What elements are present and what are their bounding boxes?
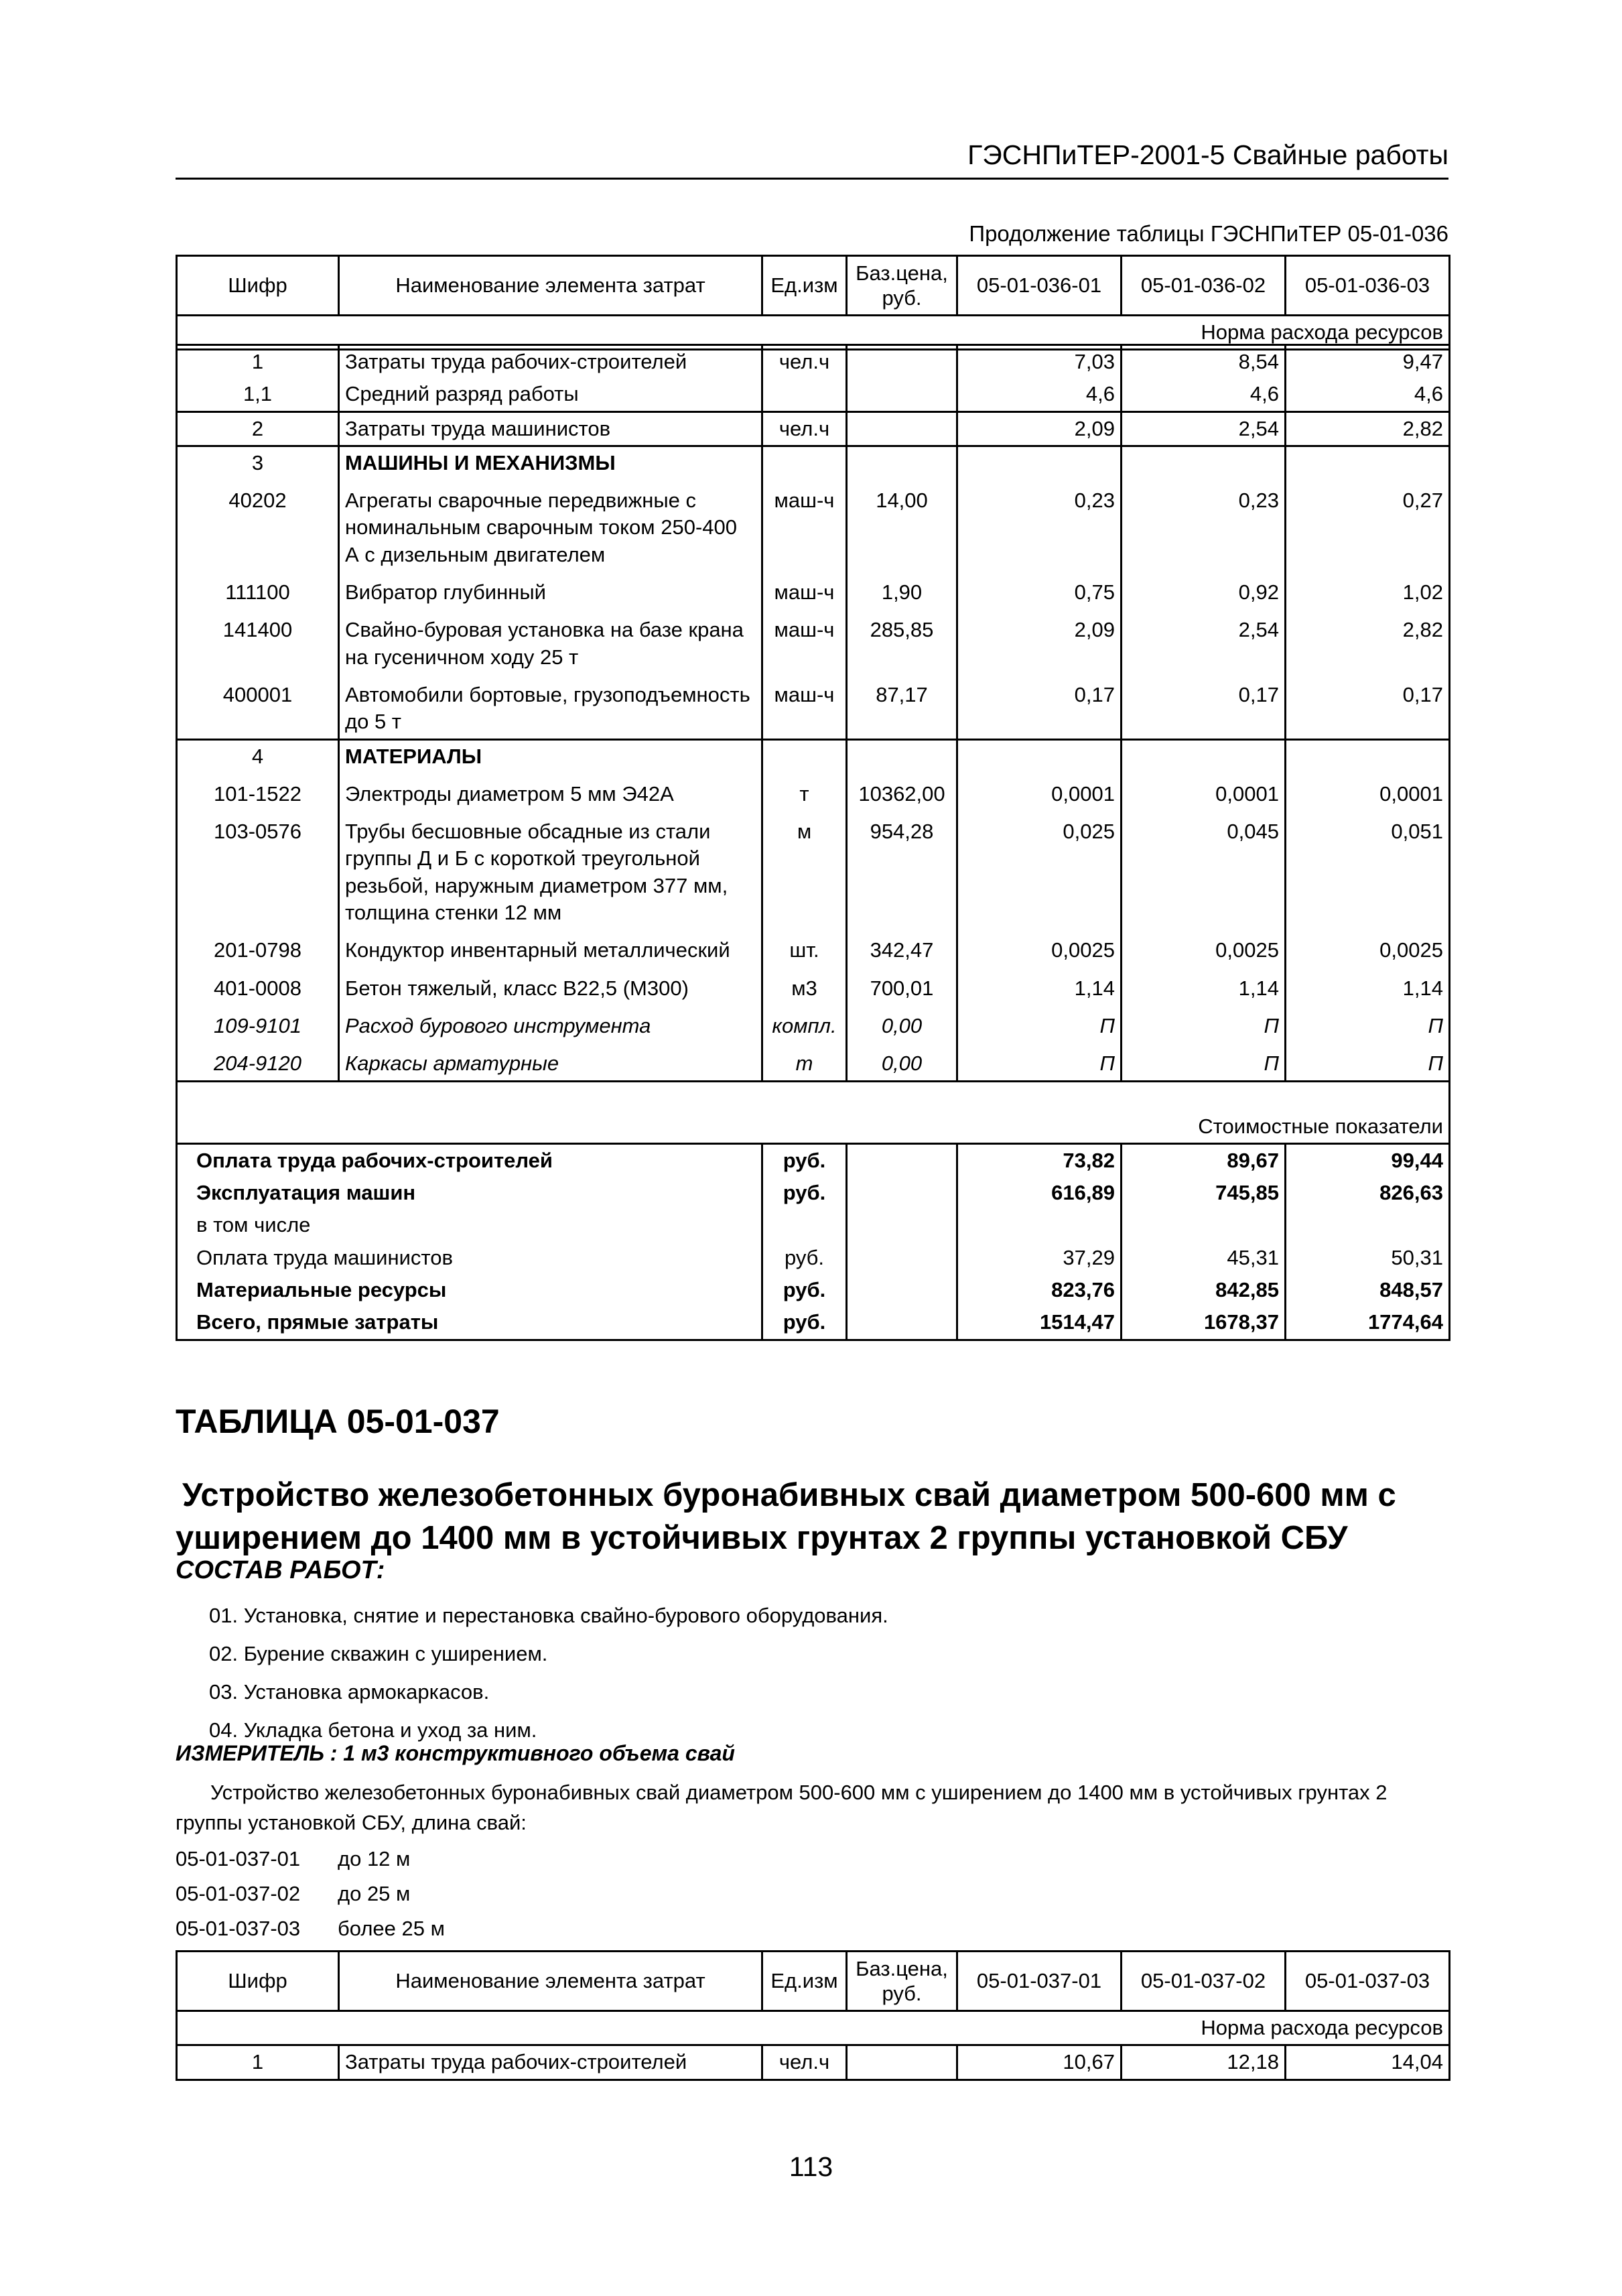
header-code: Шифр bbox=[177, 256, 339, 316]
row-value-2: 0,0001 bbox=[1122, 773, 1286, 810]
row-value-1: 10,67 bbox=[957, 2045, 1122, 2080]
row-value-3: 1,02 bbox=[1286, 571, 1450, 609]
row-value-2: 0,17 bbox=[1122, 674, 1286, 739]
row-value-3 bbox=[1286, 446, 1450, 479]
row-price bbox=[847, 446, 957, 479]
row-unit: маш-ч bbox=[762, 674, 847, 739]
row-name: Затраты труда рабочих-строителей bbox=[339, 2045, 762, 2080]
row-price: 87,17 bbox=[847, 674, 957, 739]
row-value-3: 1,14 bbox=[1286, 967, 1450, 1005]
cost-row bbox=[177, 1274, 1450, 1306]
measure-line: ИЗМЕРИТЕЛЬ : 1 м3 конструктивного объема свай bbox=[176, 1741, 735, 1765]
row-unit: маш-ч bbox=[762, 571, 847, 609]
row-value-3: П bbox=[1286, 1005, 1450, 1042]
row-unit: шт. bbox=[762, 929, 847, 966]
row-value-3 bbox=[1286, 739, 1450, 773]
row-value-2: 4,6 bbox=[1122, 378, 1286, 411]
cost-unit: руб. bbox=[762, 1306, 847, 1340]
row-value-3: 4,6 bbox=[1286, 378, 1450, 411]
header-unit: Ед.изм bbox=[762, 1952, 847, 2011]
operations-list bbox=[209, 1596, 888, 1749]
variant-code: 05-01-037-02 bbox=[176, 1882, 301, 1905]
row-value-2: П bbox=[1122, 1005, 1286, 1042]
work-composition-label: СОСТАВ РАБОТ: bbox=[176, 1556, 385, 1584]
cost-label-row bbox=[177, 1081, 1450, 1143]
header-col1: 05-01-036-01 bbox=[957, 256, 1122, 316]
row-price: 285,85 bbox=[847, 609, 957, 674]
row-value-1: 0,025 bbox=[957, 810, 1122, 929]
cost-value-2 bbox=[1122, 1209, 1286, 1241]
cost-price-empty bbox=[847, 1177, 957, 1209]
row-unit: т bbox=[762, 773, 847, 810]
row-value-1 bbox=[957, 739, 1122, 773]
row-code: 204-9120 bbox=[177, 1042, 339, 1081]
row-code: 3 bbox=[177, 446, 339, 479]
cost-row bbox=[177, 1143, 1450, 1177]
cost-value-3: 50,31 bbox=[1286, 1242, 1450, 1274]
row-code: 103-0576 bbox=[177, 810, 339, 929]
cost-value-1: 37,29 bbox=[957, 1242, 1122, 1274]
row-value-3: 2,82 bbox=[1286, 411, 1450, 446]
row-code: 101-1522 bbox=[177, 773, 339, 810]
row-code: 201-0798 bbox=[177, 929, 339, 966]
table-row bbox=[177, 345, 1450, 379]
table2-norm-row bbox=[177, 2011, 1450, 2045]
table-row bbox=[177, 411, 1450, 446]
cost-unit: руб. bbox=[762, 1242, 847, 1274]
row-code: 109-9101 bbox=[177, 1005, 339, 1042]
cost-value-1: 823,76 bbox=[957, 1274, 1122, 1306]
row-name: Расход бурового инструмента bbox=[339, 1005, 762, 1042]
row-name: Автомобили бортовые, грузоподъемность до 5 т bbox=[339, 674, 762, 739]
row-unit bbox=[762, 378, 847, 411]
variant-code: 05-01-037-01 bbox=[176, 1847, 301, 1870]
row-code: 40202 bbox=[177, 479, 339, 571]
row-value-2: 8,54 bbox=[1122, 345, 1286, 379]
row-price: 0,00 bbox=[847, 1005, 957, 1042]
cost-value-2: 89,67 bbox=[1122, 1143, 1286, 1177]
table1-caption: Продолжение таблицы ГЭСНПиТЕР 05-01-036 bbox=[969, 221, 1448, 246]
operation-item: 01. Установка, снятие и перестановка свайно-бурового оборудования. bbox=[209, 1604, 888, 1627]
table-row bbox=[177, 479, 1450, 571]
row-unit: м3 bbox=[762, 967, 847, 1005]
table-row bbox=[177, 674, 1450, 739]
row-name: Бетон тяжелый, класс В22,5 (М300) bbox=[339, 967, 762, 1005]
row-value-1: 7,03 bbox=[957, 345, 1122, 379]
cost-row bbox=[177, 1177, 1450, 1209]
cost-price-empty bbox=[847, 1306, 957, 1340]
row-value-1: 0,0001 bbox=[957, 773, 1122, 810]
row-code: 400001 bbox=[177, 674, 339, 739]
row-unit: маш-ч bbox=[762, 609, 847, 674]
row-unit: чел.ч bbox=[762, 2045, 847, 2080]
row-value-1: 0,75 bbox=[957, 571, 1122, 609]
table-row bbox=[177, 929, 1450, 966]
cost-name: в том числе bbox=[177, 1209, 762, 1241]
page-number: 113 bbox=[789, 2151, 833, 2182]
row-value-2: 0,0025 bbox=[1122, 929, 1286, 966]
row-code: 401-0008 bbox=[177, 967, 339, 1005]
row-unit bbox=[762, 739, 847, 773]
row-code: 111100 bbox=[177, 571, 339, 609]
row-price bbox=[847, 345, 957, 379]
header-name: Наименование элемента затрат bbox=[339, 256, 762, 316]
row-name: Затраты труда машинистов bbox=[339, 411, 762, 446]
row-price bbox=[847, 2045, 957, 2080]
header-code: Шифр bbox=[177, 1952, 339, 2011]
row-value-2: П bbox=[1122, 1042, 1286, 1081]
cost-value-1: 616,89 bbox=[957, 1177, 1122, 1209]
table2 bbox=[176, 1950, 1450, 2081]
cost-unit: руб. bbox=[762, 1177, 847, 1209]
cost-value-1 bbox=[957, 1209, 1122, 1241]
row-name: Кондуктор инвентарный металлический bbox=[339, 929, 762, 966]
row-value-3: 0,051 bbox=[1286, 810, 1450, 929]
cost-row bbox=[177, 1242, 1450, 1274]
row-name: Затраты труда рабочих-строителей bbox=[339, 345, 762, 379]
operation-item: 02. Бурение скважин с уширением. bbox=[209, 1642, 548, 1665]
row-value-1: П bbox=[957, 1005, 1122, 1042]
table-row bbox=[177, 967, 1450, 1005]
operation-item: 04. Укладка бетона и уход за ним. bbox=[209, 1718, 537, 1742]
row-value-3: 14,04 bbox=[1286, 2045, 1450, 2080]
cost-value-1: 73,82 bbox=[957, 1143, 1122, 1177]
operation-item: 03. Установка армокаркасов. bbox=[209, 1680, 490, 1704]
variant-item bbox=[176, 1911, 445, 1946]
cost-value-2: 1678,37 bbox=[1122, 1306, 1286, 1340]
variant-code: 05-01-037-03 bbox=[176, 1917, 301, 1940]
table-subtitle: Устройство железобетонных буронабивных свай диаметром 500-600 мм с уширением до 1400 мм в устойчивых грунтах 2 группы установкой СБУ bbox=[176, 1477, 1396, 1556]
header-name: Наименование элемента затрат bbox=[339, 1952, 762, 2011]
row-name: Вибратор глубинный bbox=[339, 571, 762, 609]
row-price: 342,47 bbox=[847, 929, 957, 966]
cost-price-empty bbox=[847, 1274, 957, 1306]
row-value-2: 1,14 bbox=[1122, 967, 1286, 1005]
cost-value-3: 1774,64 bbox=[1286, 1306, 1450, 1340]
cost-unit: руб. bbox=[762, 1143, 847, 1177]
row-value-1: П bbox=[957, 1042, 1122, 1081]
variant-text: до 12 м bbox=[338, 1847, 411, 1870]
header-price: Баз.цена, руб. bbox=[847, 256, 957, 316]
table-row bbox=[177, 739, 1450, 773]
cost-price-empty bbox=[847, 1242, 957, 1274]
table1-header-row bbox=[177, 256, 1450, 316]
row-value-2: 0,23 bbox=[1122, 479, 1286, 571]
row-value-3: 0,0025 bbox=[1286, 929, 1450, 966]
row-value-3: 0,27 bbox=[1286, 479, 1450, 571]
table2-header-row bbox=[177, 1952, 1450, 2011]
row-name: Трубы бесшовные обсадные из стали группы Д и Б с короткой треугольной резьбой, наружным диаметром 377 мм, толщина стенки 12 мм bbox=[339, 810, 762, 929]
table-row bbox=[177, 1005, 1450, 1042]
cost-row bbox=[177, 1209, 1450, 1241]
variants-list bbox=[176, 1842, 445, 1946]
header-col3: 05-01-037-03 bbox=[1286, 1952, 1450, 2011]
row-value-2: 2,54 bbox=[1122, 609, 1286, 674]
norm-label: Норма расхода ресурсов bbox=[177, 2011, 1450, 2045]
row-code: 2 bbox=[177, 411, 339, 446]
table-row bbox=[177, 571, 1450, 609]
row-value-2: 0,92 bbox=[1122, 571, 1286, 609]
row-value-2: 12,18 bbox=[1122, 2045, 1286, 2080]
cost-price-empty bbox=[847, 1209, 957, 1241]
row-unit: чел.ч bbox=[762, 345, 847, 379]
row-value-2: 0,045 bbox=[1122, 810, 1286, 929]
row-name: Свайно-буровая установка на базе крана на гусеничном ходу 25 т bbox=[339, 609, 762, 674]
cost-name: Эксплуатация машин bbox=[177, 1177, 762, 1209]
cost-name: Материальные ресурсы bbox=[177, 1274, 762, 1306]
table-row bbox=[177, 609, 1450, 674]
row-value-3: 9,47 bbox=[1286, 345, 1450, 379]
variant-text: до 25 м bbox=[338, 1882, 411, 1905]
row-name: МАТЕРИАЛЫ bbox=[339, 739, 762, 773]
row-unit bbox=[762, 446, 847, 479]
cost-unit: руб. bbox=[762, 1274, 847, 1306]
table-row bbox=[177, 1042, 1450, 1081]
row-name: Каркасы арматурные bbox=[339, 1042, 762, 1081]
header-col2: 05-01-037-02 bbox=[1122, 1952, 1286, 2011]
variant-item bbox=[176, 1842, 445, 1876]
cost-row bbox=[177, 1306, 1450, 1340]
row-unit: маш-ч bbox=[762, 479, 847, 571]
row-value-1: 0,17 bbox=[957, 674, 1122, 739]
cost-value-2: 842,85 bbox=[1122, 1274, 1286, 1306]
cost-value-3: 848,57 bbox=[1286, 1274, 1450, 1306]
table-row bbox=[177, 773, 1450, 810]
cost-name: Оплата труда рабочих-строителей bbox=[177, 1143, 762, 1177]
running-header: ГЭСНПиТЕР-2001-5 Свайные работы bbox=[176, 139, 1448, 180]
row-code: 1 bbox=[177, 2045, 339, 2080]
row-value-1 bbox=[957, 446, 1122, 479]
table-title: ТАБЛИЦА 05-01-037 bbox=[176, 1403, 500, 1440]
row-value-1: 0,0025 bbox=[957, 929, 1122, 966]
table1-body bbox=[176, 344, 1450, 1341]
variant-item bbox=[176, 1876, 445, 1911]
row-code: 141400 bbox=[177, 609, 339, 674]
row-value-1: 4,6 bbox=[957, 378, 1122, 411]
table1 bbox=[176, 255, 1450, 350]
header-unit: Ед.изм bbox=[762, 256, 847, 316]
row-price bbox=[847, 378, 957, 411]
row-price bbox=[847, 411, 957, 446]
row-value-1: 2,09 bbox=[957, 609, 1122, 674]
cost-value-3: 826,63 bbox=[1286, 1177, 1450, 1209]
cost-value-2: 45,31 bbox=[1122, 1242, 1286, 1274]
cost-value-2: 745,85 bbox=[1122, 1177, 1286, 1209]
row-name: Агрегаты сварочные передвижные с номинальным сварочным током 250-400 А с дизельным двигателем bbox=[339, 479, 762, 571]
cost-value-1: 1514,47 bbox=[957, 1306, 1122, 1340]
cost-label: Стоимостные показатели bbox=[177, 1081, 1450, 1143]
header-price: Баз.цена, руб. bbox=[847, 1952, 957, 2011]
cost-name: Всего, прямые затраты bbox=[177, 1306, 762, 1340]
row-unit: т bbox=[762, 1042, 847, 1081]
cost-price-empty bbox=[847, 1143, 957, 1177]
table-row bbox=[177, 810, 1450, 929]
row-value-3: 2,82 bbox=[1286, 609, 1450, 674]
table-row bbox=[177, 378, 1450, 411]
cost-name: Оплата труда машинистов bbox=[177, 1242, 762, 1274]
row-code: 4 bbox=[177, 739, 339, 773]
row-unit: м bbox=[762, 810, 847, 929]
row-name: МАШИНЫ И МЕХАНИЗМЫ bbox=[339, 446, 762, 479]
row-value-1: 1,14 bbox=[957, 967, 1122, 1005]
table-row bbox=[177, 446, 1450, 479]
row-price: 1,90 bbox=[847, 571, 957, 609]
row-unit: чел.ч bbox=[762, 411, 847, 446]
row-value-1: 2,09 bbox=[957, 411, 1122, 446]
row-price: 954,28 bbox=[847, 810, 957, 929]
row-value-2 bbox=[1122, 446, 1286, 479]
row-value-1: 0,23 bbox=[957, 479, 1122, 571]
header-col2: 05-01-036-02 bbox=[1122, 256, 1286, 316]
cost-value-3 bbox=[1286, 1209, 1450, 1241]
row-name: Электроды диаметром 5 мм Э42А bbox=[339, 773, 762, 810]
row-price: 700,01 bbox=[847, 967, 957, 1005]
description: Устройство железобетонных буронабивных свай диаметром 500-600 мм с уширением до 1400 мм в устойчивых грунтах 2 группы установкой СБУ, длина свай: bbox=[176, 1781, 1388, 1834]
row-price: 10362,00 bbox=[847, 773, 957, 810]
row-value-3: П bbox=[1286, 1042, 1450, 1081]
variant-text: более 25 м bbox=[338, 1917, 445, 1940]
table-row bbox=[177, 2045, 1450, 2080]
norm-label: Норма расхода ресурсов bbox=[177, 316, 1450, 350]
row-code: 1 bbox=[177, 345, 339, 379]
row-code: 1,1 bbox=[177, 378, 339, 411]
row-value-3: 0,17 bbox=[1286, 674, 1450, 739]
row-value-3: 0,0001 bbox=[1286, 773, 1450, 810]
row-unit: компл. bbox=[762, 1005, 847, 1042]
header-col3: 05-01-036-03 bbox=[1286, 256, 1450, 316]
row-value-2 bbox=[1122, 739, 1286, 773]
row-price bbox=[847, 739, 957, 773]
cost-unit bbox=[762, 1209, 847, 1241]
cost-value-3: 99,44 bbox=[1286, 1143, 1450, 1177]
row-name: Средний разряд работы bbox=[339, 378, 762, 411]
row-price: 14,00 bbox=[847, 479, 957, 571]
header-col1: 05-01-037-01 bbox=[957, 1952, 1122, 2011]
row-value-2: 2,54 bbox=[1122, 411, 1286, 446]
row-price: 0,00 bbox=[847, 1042, 957, 1081]
